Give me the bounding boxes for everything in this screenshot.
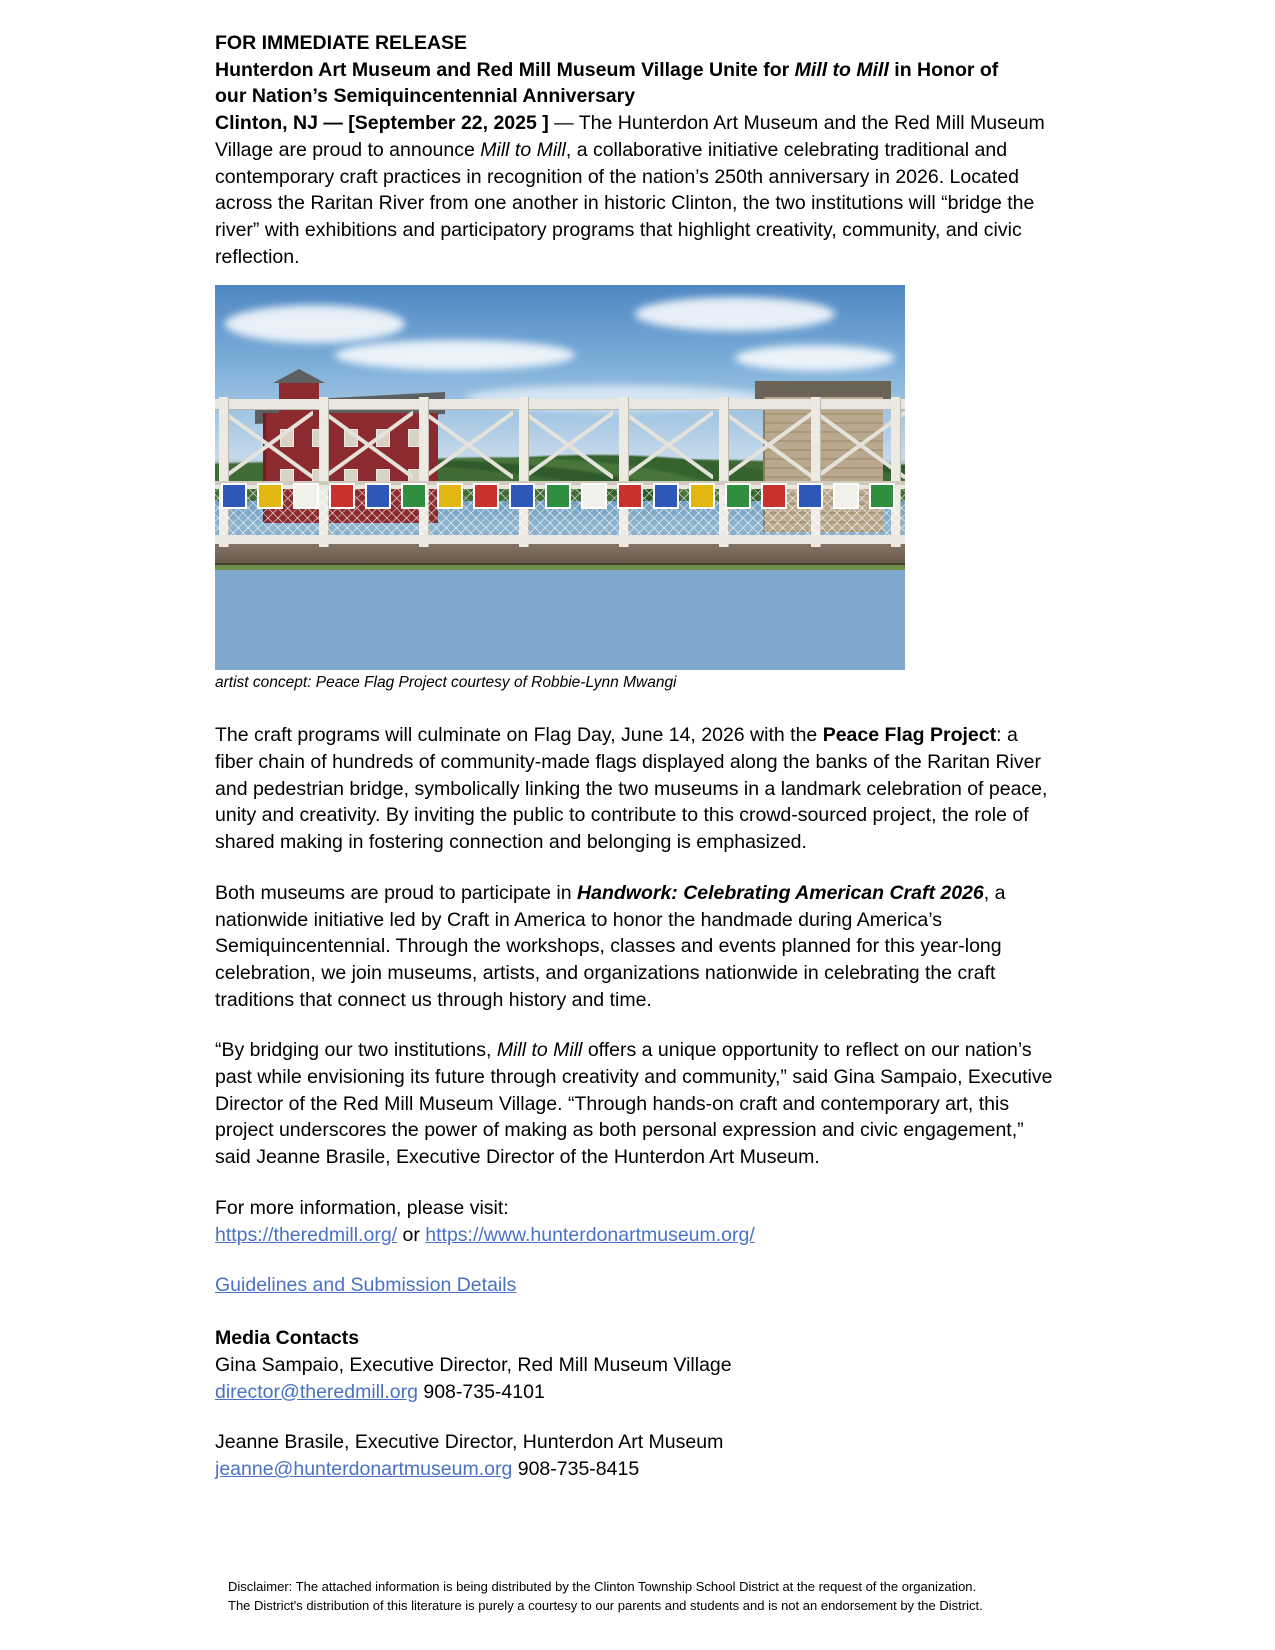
para2-text-2: : a fiber chain of hundreds of community-made flags displayed along the banks of the Raritan River and pedestrian bridge, symbolically linking the two museums in a landmark celebration of peace, unity and creativity. By inviting the public to contribute to this crowd-sourced project, the role of shared making in fostering connection and belonging is emphasized. (215, 724, 1048, 854)
headline-line-1 (215, 57, 1060, 84)
para4-text-2: offers a unique opportunity to reflect on our nation’s past while envisioning its future through creativity and community,” said Gina Sampaio, Executive Director of the Red Mill Museum Village. “Through hands-on craft and contemporary art, this project underscores the power of making as both personal expression and civic engagement,” said Jeanne Brasile, Executive Director of the Hunterdon Art Museum. (215, 1039, 1053, 1169)
peace-flag (293, 483, 319, 509)
rail-brace (623, 411, 713, 479)
peace-flag (689, 483, 715, 509)
peace-flag (257, 483, 283, 509)
link-hunterdon-art-museum[interactable]: https://www.hunterdonartmuseum.org/ (425, 1223, 755, 1246)
para4-text-1: “By bridging our two institutions, (215, 1039, 497, 1062)
paragraph-peace-flag (215, 722, 1060, 856)
link-redmill[interactable]: https://theredmill.org/ (215, 1223, 398, 1246)
peace-flag (401, 483, 427, 509)
link-guidelines-submission-details[interactable]: Guidelines and Submission Details (215, 1274, 517, 1297)
peace-flag (617, 483, 643, 509)
media-contacts-heading: Media Contacts (215, 1326, 360, 1349)
paragraph-handwork (215, 880, 1060, 1014)
para2-bold-phrase: Peace Flag Project (822, 724, 997, 747)
release-label: FOR IMMEDIATE RELEASE (215, 32, 468, 54)
disclaimer-line-2: The District's distribution of this literature is purely a courtesy to our parents and students and is not an endorsement by the District. (228, 1598, 983, 1614)
lead-text-2: , a collaborative initiative celebrating traditional and contemporary craft practices in recognition of the nation’s 250th anniversary in 2026. Located across the Raritan River from one another in historic Clinton, the two institutions will “bridge the river” with exhibitions and participatory programs that highlight creativity, community, and civic reflection. (215, 138, 1035, 268)
peace-flag (329, 483, 355, 509)
lead-paragraph (215, 110, 1060, 270)
peace-flag (725, 483, 751, 509)
peace-flag (761, 483, 787, 509)
contact1-phone: 908-735-4101 (417, 1380, 545, 1403)
headline-line-2: our Nation’s Semiquincentennial Anniversary (215, 85, 636, 108)
bridge-rail-lower (215, 535, 905, 544)
peace-flag (437, 483, 463, 509)
contact1-email-link[interactable]: director@theredmill.org (215, 1380, 418, 1403)
dateline: Clinton, NJ — [September 22, 2025 ] (215, 112, 549, 135)
peace-flag (473, 483, 499, 509)
link-separator: or (397, 1223, 426, 1246)
peace-flag (869, 483, 895, 509)
peace-flag (653, 483, 679, 509)
contact2-name: Jeanne Brasile, Executive Director, Hunterdon Art Museum (215, 1431, 724, 1454)
lead-text-1: — The Hunterdon Art Museum and the Red Mill Museum Village are proud to announce (215, 112, 1045, 161)
peace-flag (545, 483, 571, 509)
headline-text-before-italic: Hunterdon Art Museum and Red Mill Museum Village Unite for (215, 58, 795, 81)
rail-brace (723, 411, 813, 479)
contact2-phone: 908-735-8415 (512, 1458, 640, 1481)
para4-italic-title: Mill to Mill (496, 1039, 583, 1062)
photo-bridge-flags (215, 285, 905, 670)
para3-bold-italic-title: Handwork: Celebrating American Craft 2026 (577, 881, 984, 904)
rail-brace (223, 411, 313, 479)
lead-italic-title: Mill to Mill (480, 138, 566, 161)
contact-jeanne-brasile (215, 1429, 1060, 1482)
peace-flag (581, 483, 607, 509)
headline-block (215, 30, 1060, 110)
guidelines-link-block (215, 1272, 1060, 1299)
peace-flag (797, 483, 823, 509)
rail-brace (423, 411, 513, 479)
more-info-label: For more information, please visit: (215, 1196, 509, 1219)
disclaimer (228, 1578, 1068, 1616)
contact1-name: Gina Sampaio, Executive Director, Red Mill Museum Village (215, 1353, 732, 1376)
peace-flag (833, 483, 859, 509)
more-information-block (215, 1195, 1060, 1248)
bridge-deck (215, 539, 905, 670)
figure-caption: artist concept: Peace Flag Project courtesy of Robbie-Lynn Mwangi (215, 674, 677, 692)
para3-text-2: , a nationwide initiative led by Craft in America to honor the handmade during America’s Semiquincentennial. Through the workshops, classes and events planned for this year-long celebration, we join museums, artists, and organizations nationwide in celebrating the craft traditions that connect us through history and time. (215, 881, 1006, 1011)
para3-text-1: Both museums are proud to participate in (215, 881, 578, 904)
rail-brace (323, 411, 413, 479)
disclaimer-line-1: Disclaimer: The attached information is being distributed by the Clinton Township School District at the request of the organization. (228, 1579, 977, 1595)
peace-flag (509, 483, 535, 509)
headline-italic-title: Mill to Mill (794, 58, 889, 81)
contact-gina-sampaio (215, 1352, 1060, 1405)
paragraph-quotes (215, 1037, 1060, 1171)
peace-flag (365, 483, 391, 509)
contact2-email-link[interactable]: jeanne@hunterdonartmuseum.org (215, 1458, 513, 1481)
headline-text-after-italic: in Honor of (888, 58, 999, 81)
para2-text-1: The craft programs will culminate on Flag Day, June 14, 2026 with the (215, 724, 823, 747)
rail-brace (523, 411, 613, 479)
peace-flag (221, 483, 247, 509)
figure-peace-flag-project (215, 285, 905, 692)
